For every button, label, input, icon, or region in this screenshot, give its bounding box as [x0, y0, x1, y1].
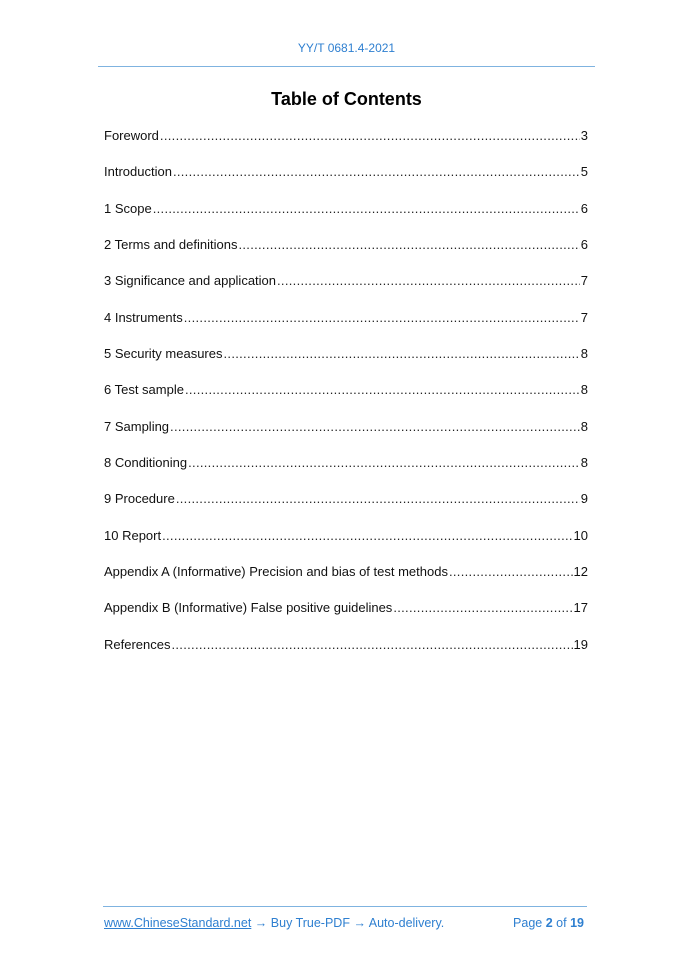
toc-entry-label: 9 Procedure [104, 491, 175, 507]
buy-true-pdf-text: Buy True-PDF [270, 916, 350, 930]
toc-dot-leader [160, 127, 580, 145]
toc-entry-page: 7 [580, 309, 588, 325]
toc-entry-page: 8 [580, 418, 588, 434]
toc-entry-sampling[interactable] [104, 418, 588, 454]
toc-entry-references[interactable] [104, 636, 588, 672]
footer-promo [104, 916, 444, 930]
toc-entry-label: 6 Test sample [104, 382, 184, 398]
arrow-right-icon: → [254, 916, 268, 930]
toc-entry-security-measures[interactable] [104, 345, 588, 381]
toc-entry-report[interactable] [104, 527, 588, 563]
toc-entry-label: 3 Significance and application [104, 273, 277, 289]
toc-entry-instruments[interactable] [104, 309, 588, 345]
toc-entry-foreword[interactable] [104, 127, 588, 163]
toc-entry-appendix-a[interactable] [104, 563, 588, 599]
toc-dot-leader [171, 636, 572, 654]
toc-entry-label: Foreword [104, 128, 159, 143]
document-number-header: YY/T 0681.4-2021 [297, 41, 396, 55]
toc-entry-conditioning[interactable] [104, 454, 588, 490]
toc-dot-leader [162, 527, 572, 545]
toc-entry-page: 19 [573, 636, 588, 652]
toc-dot-leader [184, 309, 580, 327]
toc-entry-label: 7 Sampling [104, 418, 170, 434]
toc-entry-page: 10 [573, 527, 588, 543]
toc-dot-leader [224, 345, 580, 363]
auto-delivery-text: Auto-delivery. [368, 916, 445, 930]
toc-entry-page: 7 [580, 273, 588, 289]
toc-entry-page: 6 [580, 200, 588, 216]
header-divider [98, 66, 595, 67]
toc-entry-page: 3 [580, 128, 588, 143]
toc-entry-label: References [104, 636, 171, 652]
toc-entry-page: 9 [580, 491, 588, 507]
toc-entry-test-sample[interactable] [104, 381, 588, 417]
toc-entry-procedure[interactable] [104, 490, 588, 526]
of-word: of [556, 916, 567, 930]
toc-dot-leader [188, 454, 580, 472]
toc-entry-page: 12 [573, 563, 588, 579]
toc-dot-leader [449, 563, 573, 581]
toc-entry-page: 8 [580, 345, 588, 361]
toc-entry-label: 1 Scope [104, 200, 152, 216]
toc-entry-label: Introduction [104, 164, 172, 180]
toc-entry-page: 5 [580, 164, 588, 180]
website-link[interactable]: www.ChineseStandard.net [104, 916, 252, 930]
toc-entry-label: 8 Conditioning [104, 454, 188, 470]
toc-dot-leader [173, 163, 580, 181]
toc-dot-leader [393, 599, 572, 617]
toc-entry-page: 8 [580, 382, 588, 398]
toc-title: Table of Contents [271, 89, 422, 109]
toc-entry-scope[interactable] [104, 200, 588, 236]
toc-entry-page: 8 [580, 454, 588, 470]
toc-entry-label: 2 Terms and definitions [104, 236, 238, 252]
toc-entry-label: 4 Instruments [104, 309, 183, 325]
toc-dot-leader [176, 490, 580, 508]
toc-dot-leader [238, 236, 579, 254]
toc-entry-label: 5 Security measures [104, 345, 223, 361]
total-page-count: 19 [570, 916, 584, 930]
toc-entry-label: 10 Report [104, 527, 162, 543]
page-word: Page [513, 916, 543, 930]
toc-dot-leader [185, 381, 580, 399]
toc-dot-leader [170, 418, 580, 436]
toc-entry-label: Appendix B (Informative) False positive guidelines [104, 600, 393, 616]
toc-dot-leader [277, 272, 580, 290]
toc-entry-page: 17 [573, 600, 588, 616]
footer-divider [103, 906, 587, 907]
toc-entry-terms-and-definitions[interactable] [104, 236, 588, 272]
toc-entry-appendix-b[interactable] [104, 599, 588, 635]
toc-entry-significance-and-application[interactable] [104, 272, 588, 308]
toc-entry-label: Appendix A (Informative) Precision and bias of test methods [104, 563, 448, 579]
toc-entry-introduction[interactable] [104, 163, 588, 199]
toc-list [104, 127, 588, 672]
current-page-number: 2 [545, 916, 553, 930]
arrow-right-icon: → [353, 916, 366, 930]
toc-dot-leader [153, 200, 580, 218]
page-indicator [513, 916, 584, 930]
toc-entry-page: 6 [580, 236, 588, 252]
